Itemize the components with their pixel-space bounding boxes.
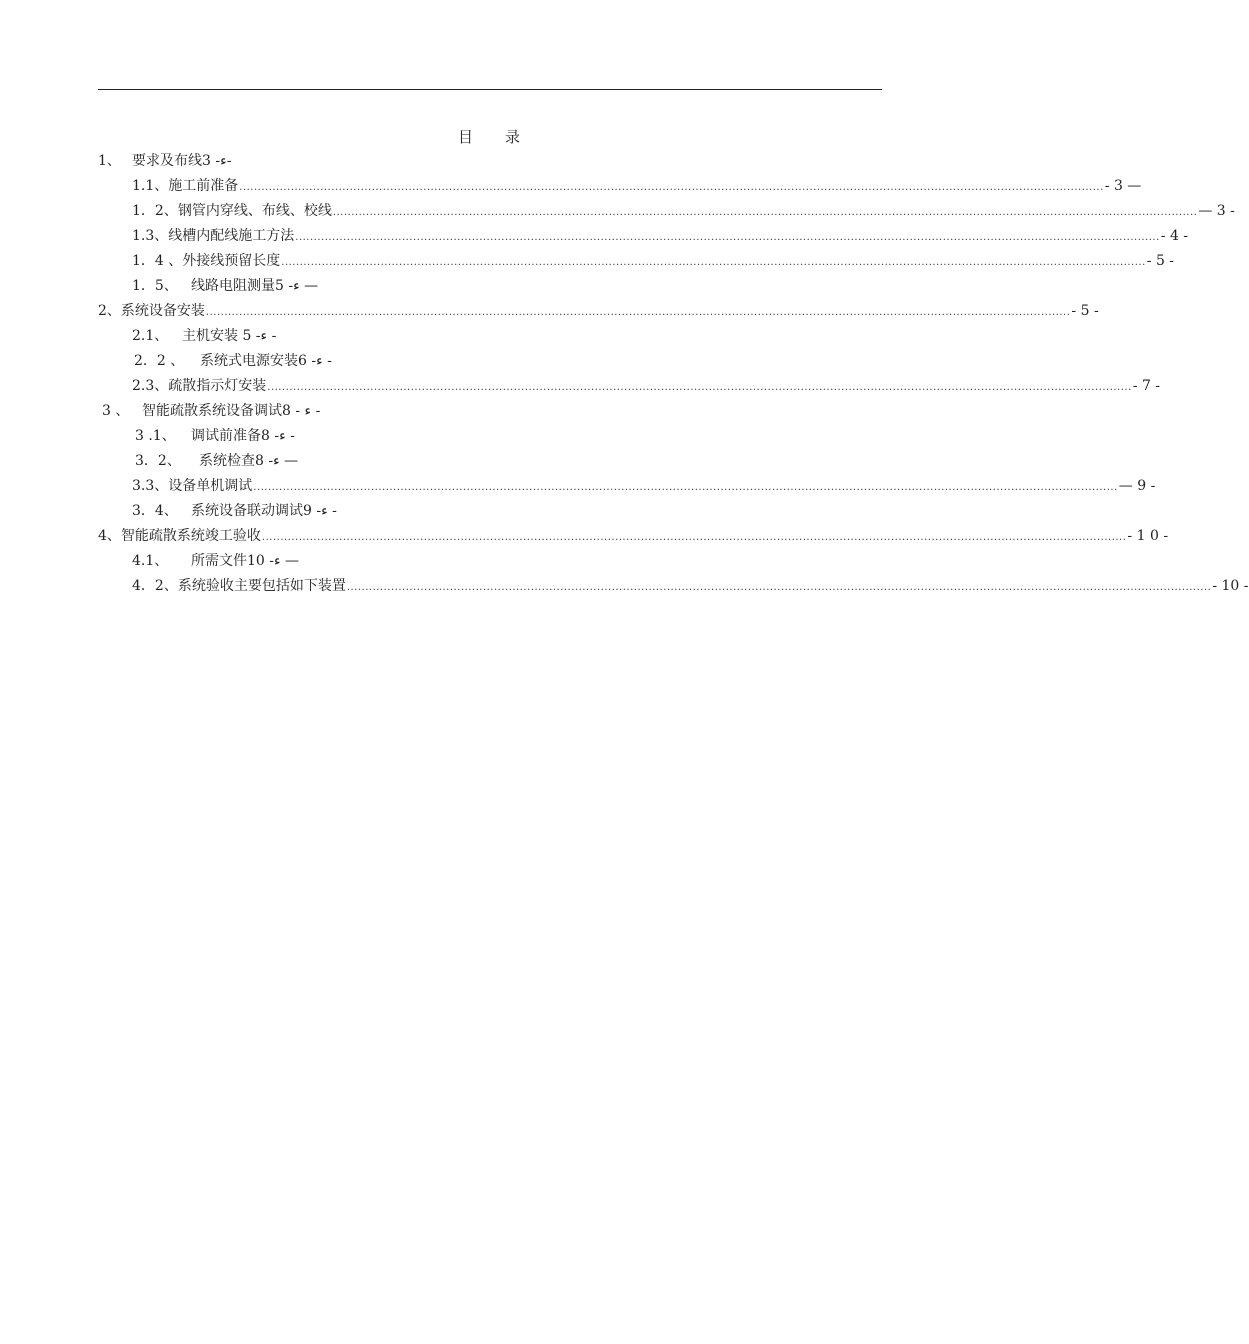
toc-entry-text: 系统式电源安装6 -ء - (200, 353, 332, 369)
toc-entry-number: 1.3、 (132, 228, 169, 244)
toc-entry[interactable] (132, 175, 1142, 197)
toc-entry-text: 设备单机调试 (168, 478, 253, 494)
toc-entry[interactable] (132, 225, 1189, 247)
toc-entry[interactable] (132, 250, 1175, 272)
toc-entry-text: 调试前准备8 -ء - (191, 428, 295, 444)
toc-entry-text: 疏散指示灯安装 (168, 378, 267, 394)
toc-entry-number: 2．2 、 (134, 353, 185, 369)
toc-entry-number: 1．4 、 (132, 253, 183, 269)
toc-entry-page: - 5 - (1146, 253, 1175, 269)
toc-entry-number: 3 .1、 (135, 428, 176, 444)
toc-entry-text: 所需文件10 -ء — (191, 553, 300, 569)
toc-leader-dots: ........................................................................................................................................................................................................................................... (261, 532, 1127, 543)
toc-entry-page: — 9 - (1118, 478, 1156, 494)
toc-entry[interactable] (132, 375, 1161, 397)
toc-entry[interactable] (98, 150, 882, 172)
toc-entry-text: 要求及布线3 -ء- (132, 153, 232, 169)
header-rule (98, 89, 882, 90)
toc-leader-dots: ........................................................................................................................................................................................................................................... (295, 232, 1160, 243)
toc-entry-number: 3．4、 (132, 503, 178, 519)
toc-entry[interactable] (132, 575, 1249, 597)
toc-entry-number: 4．2、 (132, 578, 178, 594)
toc-entry[interactable] (132, 275, 318, 297)
toc-title-left: 目 (457, 128, 475, 146)
toc-leader-dots: ........................................................................................................................................................................................................................................... (267, 382, 1132, 393)
toc-entry-text: 钢管内穿线、布线、校线 (177, 203, 332, 219)
toc-entry-text: 主机安装 5 -ء - (182, 328, 277, 344)
toc-entry-page: - 5 - (1071, 303, 1099, 319)
toc-entry-number: 2.1、 (132, 328, 169, 344)
toc-entry-page: - 7 - (1132, 378, 1161, 394)
toc-entry-number: 4、 (98, 528, 121, 544)
toc-entry[interactable] (132, 550, 299, 572)
toc-leader-dots: ........................................................................................................................................................................................................................................... (205, 307, 1071, 318)
toc-leader-dots: ........................................................................................................................................................................................................................................... (281, 257, 1146, 268)
toc-entry[interactable] (132, 325, 276, 347)
toc-leader-dots: ........................................................................................................................................................................................................................................... (346, 582, 1212, 593)
toc-entry-number: 3.3、 (132, 478, 169, 494)
toc-entry-number: 1．2、 (132, 203, 178, 219)
toc-entry-page: - 4 - (1160, 228, 1189, 244)
toc-entry-number: 1、 (98, 153, 121, 169)
toc-entry[interactable] (134, 350, 332, 372)
toc-entry[interactable] (98, 525, 1169, 547)
toc-entry[interactable] (98, 300, 1099, 322)
toc-entry[interactable] (132, 500, 337, 522)
toc-entry[interactable] (135, 450, 298, 472)
toc-entry-text: 系统验收主要包括如下装置 (177, 578, 346, 594)
toc-leader-dots: ........................................................................................................................................................................................................................................... (332, 207, 1198, 218)
toc-entry-number: 3．2、 (135, 453, 181, 469)
toc-entry-number: 1．5、 (132, 278, 178, 294)
toc-entry-number: 1.1、 (132, 178, 169, 194)
toc-entry-number: 3 、 (102, 403, 130, 419)
toc-entry-text: 施工前准备 (168, 178, 239, 194)
toc-entry-text: 外接线预留长度 (182, 253, 281, 269)
toc-entry-page: - 1 0 - (1127, 528, 1169, 544)
toc-entry-text: 系统设备联动调试9 -ء - (191, 503, 337, 519)
toc-entry[interactable] (132, 200, 1235, 222)
toc-entry[interactable] (132, 475, 1156, 497)
toc-entry-page: - 10 - (1212, 578, 1249, 594)
toc-entry-number: 2.3、 (132, 378, 169, 394)
toc-title-right: 录 (505, 128, 523, 146)
toc-entry-page: - 3 — (1104, 178, 1142, 194)
toc-entry-text: 智能疏散系统竣工验收 (120, 528, 261, 544)
toc-entry-number: 4.1、 (132, 553, 169, 569)
toc-leader-dots: ........................................................................................................................................................................................................................................... (239, 182, 1104, 193)
toc-leader-dots: ........................................................................................................................................................................................................................................... (253, 482, 1118, 493)
toc-entry-text: 线槽内配线施工方法 (168, 228, 295, 244)
toc-title (0, 126, 980, 147)
toc-entry[interactable] (135, 425, 295, 447)
toc-entry[interactable] (102, 400, 320, 422)
toc-entry-number: 2、 (98, 303, 121, 319)
toc-entry-text: 系统检查8 -ء — (199, 453, 299, 469)
toc-entry-page: — 3 - (1198, 203, 1235, 219)
toc-entry-text: 线路电阻测量5 -ء — (191, 278, 319, 294)
toc-entry-text: 系统设备安装 (120, 303, 205, 319)
toc-entry-text: 智能疏散系统设备调试8 - ء - (142, 403, 321, 419)
